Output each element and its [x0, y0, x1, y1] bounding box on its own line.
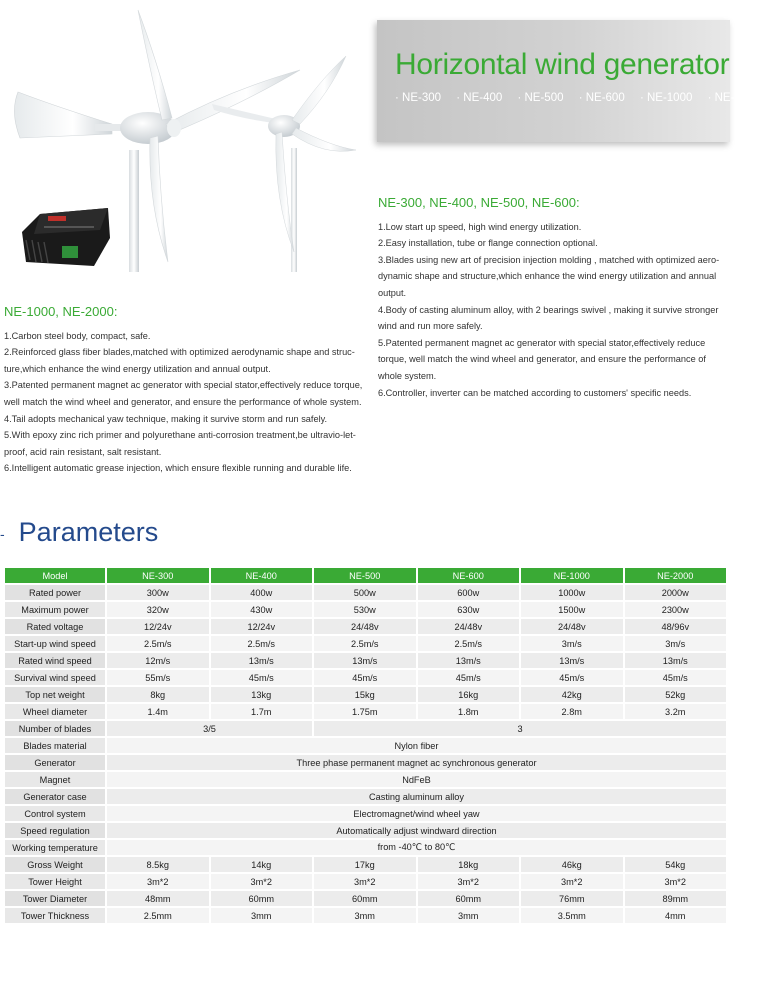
row-label: Magnet — [5, 772, 105, 787]
table-cell: 1.4m — [107, 704, 209, 719]
table-cell: NdFeB — [107, 772, 726, 787]
table-cell: 48mm — [107, 891, 209, 906]
row-label: Gross Weight — [5, 857, 105, 872]
column-header-model: NE-300 — [107, 568, 209, 583]
table-row — [5, 755, 726, 770]
table-cell: 3m*2 — [418, 874, 520, 889]
row-label: Tower Thickness — [5, 908, 105, 923]
table-cell: 8kg — [107, 687, 209, 702]
row-label: Generator — [5, 755, 105, 770]
wind-turbine-illustration — [0, 0, 380, 290]
table-row — [5, 636, 726, 651]
row-label: Rated wind speed — [5, 653, 105, 668]
table-cell: 2.5m/s — [418, 636, 520, 651]
row-label: Rated power — [5, 585, 105, 600]
table-cell: 12/24v — [107, 619, 209, 634]
title-banner — [377, 20, 760, 142]
table-cell: 45m/s — [211, 670, 313, 685]
table-cell: 3m/s — [625, 636, 727, 651]
table-cell: 13m/s — [625, 653, 727, 668]
table-cell: 600w — [418, 585, 520, 600]
table-row — [5, 653, 726, 668]
row-label: Maximum power — [5, 602, 105, 617]
table-row — [5, 602, 726, 617]
table-cell: 55m/s — [107, 670, 209, 685]
table-row — [5, 840, 726, 855]
table-cell: 3m/s — [521, 636, 623, 651]
row-label: Wheel diameter — [5, 704, 105, 719]
feature-item: 6.Intelligent automatic grease injection, which ensure flexible running and durable life. — [4, 463, 352, 474]
table-cell: 13kg — [211, 687, 313, 702]
table-cell: 2.5m/s — [314, 636, 416, 651]
heading-dash-icon: - — [0, 525, 5, 542]
table-cell: 1.75m — [314, 704, 416, 719]
table-cell: 45m/s — [314, 670, 416, 685]
column-header-model: NE-600 — [418, 568, 520, 583]
table-cell: 18kg — [418, 857, 520, 872]
table-row — [5, 721, 726, 736]
table-row — [5, 789, 726, 804]
row-label: Rated voltage — [5, 619, 105, 634]
table-cell: 2000w — [625, 585, 727, 600]
table-row — [5, 704, 726, 719]
table-cell: 2.5m/s — [107, 636, 209, 651]
table-cell: 1500w — [521, 602, 623, 617]
feature-item: 3.Blades using new art of precision injection molding , matched with optimized aero-dynamic shape and structure,which enhance the wind energy utilization and annual output. — [378, 254, 720, 298]
table-cell: Casting aluminum alloy — [107, 789, 726, 804]
table-cell: Automatically adjust windward direction — [107, 823, 726, 838]
row-label: Control system — [5, 806, 105, 821]
table-cell: 13m/s — [314, 653, 416, 668]
table-cell: 48/96v — [625, 619, 727, 634]
features-large-heading: NE-1000, NE-2000: — [4, 304, 118, 319]
table-cell: 3m*2 — [107, 874, 209, 889]
column-header-label: Model — [5, 568, 105, 583]
row-label: Number of blades — [5, 721, 105, 736]
feature-item: 2.Easy installation, tube or flange connection optional. — [378, 238, 598, 249]
table-row — [5, 908, 726, 923]
parameters-table — [3, 566, 728, 925]
feature-item: 4.Body of casting aluminum alloy, with 2 bearings swivel , making it survive stronger wind and run more safely. — [378, 304, 719, 332]
table-cell: Three phase permanent magnet ac synchronous generator — [107, 755, 726, 770]
feature-item: 1.Low start up speed, high wind energy utilization. — [378, 221, 582, 232]
table-cell: 12m/s — [107, 653, 209, 668]
row-label: Tower Diameter — [5, 891, 105, 906]
table-row — [5, 619, 726, 634]
features-large-models — [4, 304, 369, 477]
model-tag: · NE-600 — [579, 92, 625, 104]
table-cell: 42kg — [521, 687, 623, 702]
table-cell: 52kg — [625, 687, 727, 702]
table-cell: 2.5mm — [107, 908, 209, 923]
table-cell: 89mm — [625, 891, 727, 906]
feature-item: 5.With epoxy zinc rich primer and polyurethane anti-corrosion treatment,be ultravio-let-proof, acid rain resistant, salt resistant. — [4, 430, 356, 457]
table-cell: Nylon fiber — [107, 738, 726, 753]
row-label: Working temperature — [5, 840, 105, 855]
table-row — [5, 891, 726, 906]
table-cell: 3/5 — [107, 721, 312, 736]
column-header-model: NE-400 — [211, 568, 313, 583]
table-cell: 300w — [107, 585, 209, 600]
table-cell: 400w — [211, 585, 313, 600]
table-cell: Electromagnet/wind wheel yaw — [107, 806, 726, 821]
table-cell: 1.8m — [418, 704, 520, 719]
model-tag: · NE-500 — [517, 92, 563, 104]
table-cell: 320w — [107, 602, 209, 617]
row-label: Start-up wind speed — [5, 636, 105, 651]
row-label: Survival wind speed — [5, 670, 105, 685]
table-row — [5, 670, 726, 685]
feature-item: 1.Carbon steel body, compact, safe. — [4, 330, 151, 341]
model-list — [395, 92, 772, 104]
table-cell: 2.8m — [521, 704, 623, 719]
table-cell: 3 — [314, 721, 726, 736]
table-cell: 3mm — [211, 908, 313, 923]
column-header-model: NE-500 — [314, 568, 416, 583]
table-cell: 13m/s — [521, 653, 623, 668]
table-cell: 12/24v — [211, 619, 313, 634]
table-cell: 3m*2 — [521, 874, 623, 889]
column-header-model: NE-1000 — [521, 568, 623, 583]
row-label: Tower Height — [5, 874, 105, 889]
table-cell: 24/48v — [314, 619, 416, 634]
table-cell: 500w — [314, 585, 416, 600]
small-turbine — [212, 56, 356, 272]
model-tag: · NE-300 — [395, 92, 441, 104]
table-cell: 630w — [418, 602, 520, 617]
model-tag: · NE-400 — [456, 92, 502, 104]
table-cell: 1000w — [521, 585, 623, 600]
table-cell: 3.5mm — [521, 908, 623, 923]
table-cell: 3m*2 — [314, 874, 416, 889]
table-cell: 2300w — [625, 602, 727, 617]
column-header-model: NE-2000 — [625, 568, 727, 583]
feature-item: 2.Reinforced glass fiber blades,matched with optimized aerodynamic shape and struc-ture,which enhance the wind energy utilization and annual output. — [4, 347, 355, 374]
row-label: Top net weight — [5, 687, 105, 702]
table-row — [5, 874, 726, 889]
table-cell: 1.7m — [211, 704, 313, 719]
feature-item: 5.Patented permanent magnet ac generator with special stator,effectively reduce torque, well match the wind wheel and generator, and ensure the performance of whole system. — [378, 337, 706, 381]
table-cell: 2.5m/s — [211, 636, 313, 651]
table-row — [5, 772, 726, 787]
table-cell: 16kg — [418, 687, 520, 702]
table-cell: 3mm — [314, 908, 416, 923]
model-tag: · NE-1000 — [640, 92, 692, 104]
table-cell: 24/48v — [521, 619, 623, 634]
row-label: Speed regulation — [5, 823, 105, 838]
table-cell: 60mm — [211, 891, 313, 906]
table-cell: 45m/s — [521, 670, 623, 685]
table-cell: 3m*2 — [211, 874, 313, 889]
table-cell: 430w — [211, 602, 313, 617]
table-cell: 46kg — [521, 857, 623, 872]
table-row — [5, 806, 726, 821]
table-cell: 3.2m — [625, 704, 727, 719]
table-header-row — [5, 568, 726, 583]
model-tag: · NE-2000 — [708, 92, 760, 104]
parameters-title: Parameters — [18, 517, 159, 547]
feature-item: 4.Tail adopts mechanical yaw technique, making it survive storm and run safely. — [4, 413, 328, 424]
row-label: Blades material — [5, 738, 105, 753]
table-cell: 14kg — [211, 857, 313, 872]
table-cell: 54kg — [625, 857, 727, 872]
table-cell: 45m/s — [418, 670, 520, 685]
table-row — [5, 823, 726, 838]
table-cell: 4mm — [625, 908, 727, 923]
table-cell: 24/48v — [418, 619, 520, 634]
table-row — [5, 687, 726, 702]
table-cell: 45m/s — [625, 670, 727, 685]
table-row — [5, 585, 726, 600]
feature-item: 6.Controller, inverter can be matched according to customers' specific needs. — [378, 387, 692, 398]
controller-box — [22, 208, 110, 266]
page-title: Horizontal wind generator — [395, 48, 730, 81]
table-cell: 76mm — [521, 891, 623, 906]
table-cell: 530w — [314, 602, 416, 617]
table-cell: 13m/s — [418, 653, 520, 668]
features-small-models — [378, 195, 726, 401]
table-row — [5, 738, 726, 753]
table-cell: 60mm — [418, 891, 520, 906]
table-cell: 60mm — [314, 891, 416, 906]
table-cell: 8.5kg — [107, 857, 209, 872]
table-row — [5, 857, 726, 872]
features-small-heading: NE-300, NE-400, NE-500, NE-600: — [378, 195, 580, 210]
table-cell: 3m*2 — [625, 874, 727, 889]
feature-item: 3.Patented permanent magnet ac generator with special stator,effectively reduce torque, well match the wind wheel and generator, and ensure the performance of whole system. — [4, 380, 363, 407]
table-cell: from -40℃ to 80℃ — [107, 840, 726, 855]
row-label: Generator case — [5, 789, 105, 804]
table-cell: 17kg — [314, 857, 416, 872]
table-cell: 3mm — [418, 908, 520, 923]
table-cell: 13m/s — [211, 653, 313, 668]
parameters-heading — [0, 517, 158, 548]
table-cell: 15kg — [314, 687, 416, 702]
